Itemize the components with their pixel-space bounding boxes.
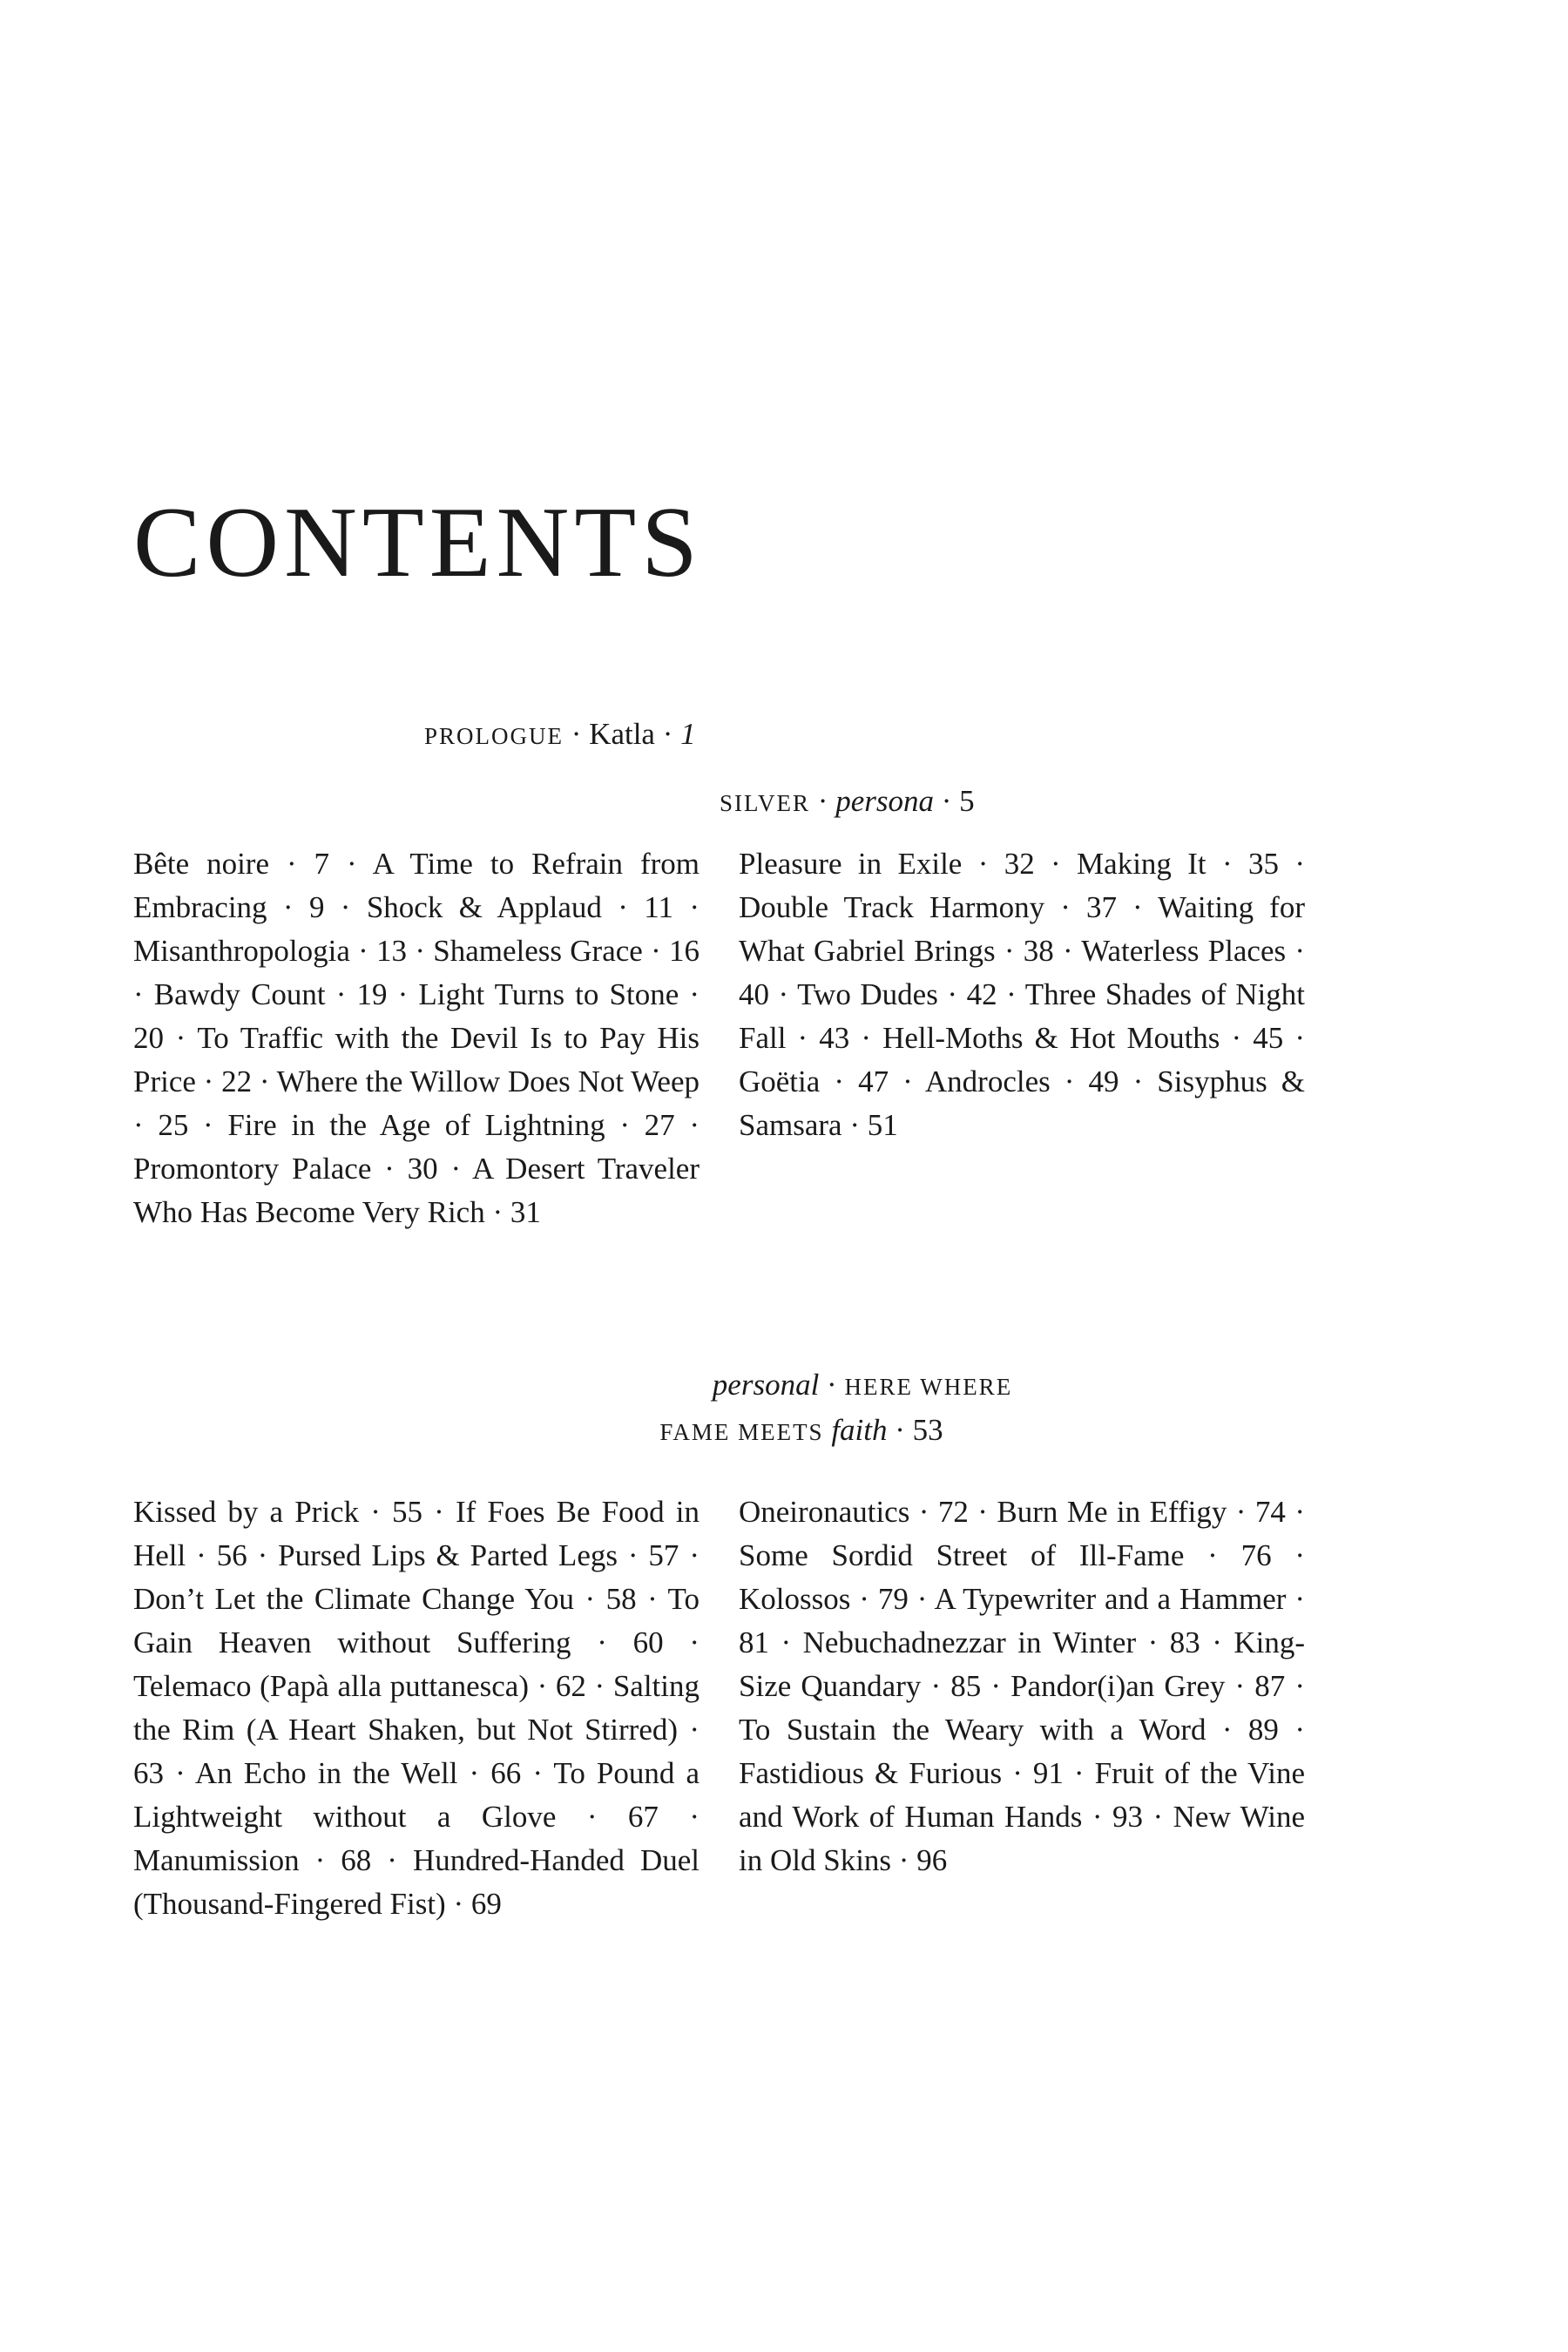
separator: ·	[827, 1368, 837, 1402]
prologue-title: Katla	[589, 717, 655, 751]
personal-title: personal	[712, 1368, 820, 1402]
personal-heading	[0, 1363, 1568, 1454]
separator: ·	[941, 784, 952, 818]
silver-page: 5	[959, 784, 975, 818]
personal-label-line2: FAME MEETS	[659, 1419, 824, 1445]
separator: ·	[895, 1413, 905, 1447]
personal-title2: faith	[831, 1413, 888, 1447]
silver-label: SILVER	[720, 790, 811, 816]
prologue-label: PROLOGUE	[424, 723, 564, 749]
personal-heading-line2	[0, 1409, 1568, 1454]
personal-contents-left: Kissed by a Prick · 55 · If Foes Be Food in Hell · 56 · Pursed Lips & Parted Legs · 57 · Don’t Let the Climate Change You · 58 · To Gain Heaven without Suffering · 60 · Telemaco (Papà alla puttanesca) · 62 · Salting the Rim (A Heart Shaken, but Not Stirred) · 63 · An Echo in the Well · 66 · To Pound a Lightweight without a Glove · 67 · Manumission · 68 · Hundred-Handed Duel (Thousand-Fingered Fist) · 69	[133, 1495, 700, 1921]
separator: ·	[571, 717, 582, 751]
personal-label-line1: HERE WHERE	[844, 1374, 1013, 1400]
personal-page: 53	[912, 1413, 943, 1447]
separator: ·	[817, 784, 828, 818]
silver-contents-left: Bête noire · 7 · A Time to Refrain from Embracing · 9 · Shock & Applaud · 11 · Misanthropologia · 13 · Shameless Grace · 16 · Bawdy Count · 19 · Light Turns to Stone · 20 · To Traffic with the Devil Is to Pay His Price · 22 · Where the Willow Does Not Weep · 25 · Fire in the Age of Lightning · 27 · Promontory Palace · 30 · A Desert Traveler Who Has Become Very Rich · 31	[133, 847, 700, 1229]
silver-contents-right: Pleasure in Exile · 32 · Making It · 35 · Double Track Harmony · 37 · Waiting for What Gabriel Brings · 38 · Waterless Places · 40 · Two Dudes · 42 · Three Shades of Night Fall · 43 · Hell-Moths & Hot Mouths · 45 · Goëtia · 47 · Androcles · 49 · Sisyphus & Samsara · 51	[739, 847, 1305, 1142]
personal-heading-line1	[0, 1363, 1568, 1409]
silver-title: persona	[835, 784, 934, 818]
silver-heading	[720, 780, 975, 825]
prologue-page: 1	[680, 717, 696, 751]
prologue-heading	[424, 713, 696, 758]
separator: ·	[662, 717, 673, 751]
personal-contents-right: Oneironautics · 72 · Burn Me in Effigy · 74 · Some Sordid Street of Ill-Fame · 76 · Kolossos · 79 · A Typewriter and a Hammer · 81 · Nebuchadnezzar in Winter · 83 · King-Size Quandary · 85 · Pandor(i)an Grey · 87 · To Sustain the Weary with a Word · 89 · Fastidious & Furious · 91 · Fruit of the Vine and Work of Human Hands · 93 · New Wine in Old Skins · 96	[739, 1495, 1305, 1877]
page-title: CONTENTS	[133, 487, 703, 598]
